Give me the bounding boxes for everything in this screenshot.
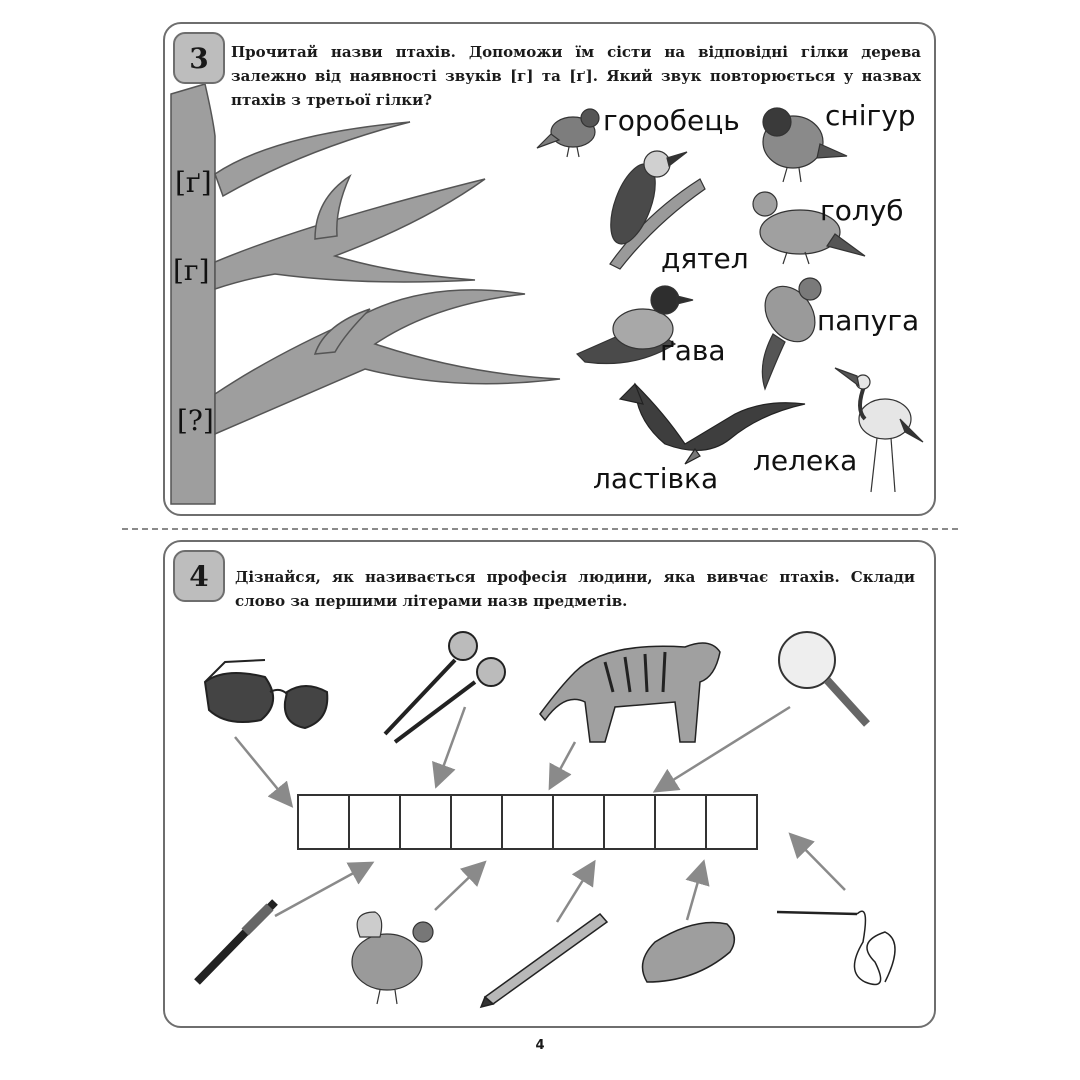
scissors-image bbox=[385, 632, 505, 742]
task-number-badge: 4 bbox=[173, 550, 225, 602]
answer-cell[interactable] bbox=[552, 794, 605, 850]
branch-3 bbox=[215, 290, 560, 434]
turkey-image bbox=[352, 912, 433, 1004]
tree-trunk bbox=[171, 84, 215, 504]
bird-name-bullfinch: снігур bbox=[825, 99, 916, 132]
items-illustration bbox=[165, 542, 938, 1030]
bird-name-crow: ґава bbox=[660, 334, 726, 367]
task-instructions: Прочитай назви птахів. Допоможи їм сісти на відповідні гілки дерева залежно від наявності звуків [г] та [ґ]. Який звук повторюється у назвах птахів з третьої гілки? bbox=[231, 43, 921, 109]
arrow-glasses bbox=[235, 737, 290, 804]
magnifier-image bbox=[779, 632, 867, 724]
branch-1 bbox=[215, 122, 410, 196]
tiger-image bbox=[540, 643, 720, 742]
cucumber-image bbox=[643, 922, 735, 982]
arrow-needle bbox=[792, 836, 845, 890]
arrow-cucumber bbox=[687, 864, 703, 920]
arrow-tiger bbox=[551, 742, 575, 786]
answer-cell[interactable] bbox=[603, 794, 656, 850]
page-number: 4 bbox=[535, 1038, 545, 1053]
task-3-card bbox=[163, 22, 936, 516]
answer-cell[interactable] bbox=[654, 794, 707, 850]
answer-cell[interactable] bbox=[450, 794, 503, 850]
branch-label-unknown: [?] bbox=[177, 404, 214, 437]
bird-name-pigeon: голуб bbox=[820, 194, 904, 227]
answer-cell[interactable] bbox=[399, 794, 452, 850]
bird-name-woodpecker: дятел bbox=[661, 242, 749, 275]
section-divider bbox=[122, 528, 958, 530]
needle-thread-image bbox=[777, 911, 895, 984]
arrow-turkey bbox=[435, 864, 483, 910]
answer-cell[interactable] bbox=[705, 794, 758, 850]
sparrow-image bbox=[537, 109, 599, 157]
task-instructions: Дізнайся, як називається професія людини, яка вивчає птахів. Склади слово за першими літерами назв предметів. bbox=[235, 568, 915, 610]
answer-cell[interactable] bbox=[501, 794, 554, 850]
answer-cell[interactable] bbox=[297, 794, 350, 850]
branch-label-g-hard: [ґ] bbox=[175, 166, 212, 199]
arrow-pencil bbox=[557, 864, 593, 922]
bird-name-parrot: папуга bbox=[817, 304, 920, 337]
arrow-pen bbox=[275, 864, 370, 916]
branch-label-g: [г] bbox=[173, 254, 210, 287]
pencil-image bbox=[481, 914, 607, 1007]
parrot-image bbox=[755, 277, 825, 389]
bird-name-sparrow: горобець bbox=[603, 104, 740, 137]
answer-grid bbox=[299, 794, 758, 850]
bird-name-swallow: ластівка bbox=[593, 462, 719, 495]
arrow-scissors bbox=[437, 707, 465, 784]
pen-image bbox=[197, 902, 275, 982]
task-number-badge: 3 bbox=[173, 32, 225, 84]
bird-name-stork: лелека bbox=[753, 444, 858, 477]
task-4-card bbox=[163, 540, 936, 1028]
branch-2 bbox=[215, 179, 485, 289]
glasses-image bbox=[205, 660, 327, 728]
answer-cell[interactable] bbox=[348, 794, 401, 850]
